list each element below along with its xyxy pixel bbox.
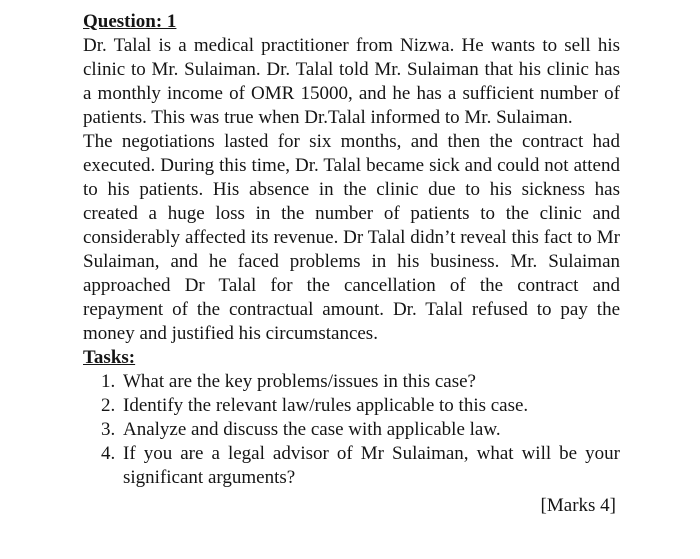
- question-heading: Question: 1: [83, 11, 177, 32]
- task-number: 2.: [101, 395, 116, 416]
- task-number: 3.: [101, 419, 116, 440]
- task-text: Identify the relevant law/rules applicable to this case.: [123, 395, 529, 416]
- scenario-paragraph-1: Dr. Talal is a medical practitioner from Nizwa. He wants to sell his clinic to Mr. Sulaiman. Dr. Talal told Mr. Sulaiman that his clinic has a monthly income of OMR 15000, and he has a sufficient number of patients. This was true when Dr.Talal informed to Mr. Sulaiman.: [83, 35, 620, 128]
- marks-label: [Marks 4]: [540, 495, 616, 516]
- task-item: [101, 418, 620, 442]
- task-text: Analyze and discuss the case with applicable law.: [123, 419, 501, 440]
- tasks-list: [83, 370, 620, 490]
- task-number: 4.: [101, 443, 116, 464]
- task-item: [101, 370, 620, 394]
- task-item: [101, 442, 620, 490]
- task-item: [101, 394, 620, 418]
- scenario-paragraph-2: The negotiations lasted for six months, and then the contract had executed. During this time, Dr. Talal became sick and could not attend to his patients. His absence in the clinic due to his sickness has created a huge loss in the number of patients to the clinic and considerably affected its revenue. Dr Talal didn’t reveal this fact to Mr Sulaiman, and he faced problems in his business. Mr. Sulaiman approached Dr Talal for the cancellation of the contract and repayment of the contractual amount. Dr. Talal refused to pay the money and justified his circumstances.: [83, 131, 620, 344]
- question-document: [83, 10, 620, 518]
- task-number: 1.: [101, 371, 116, 392]
- task-text: If you are a legal advisor of Mr Sulaiman, what will be your significant arguments?: [123, 443, 620, 488]
- tasks-heading: Tasks:: [83, 347, 136, 368]
- task-text: What are the key problems/issues in this case?: [123, 371, 476, 392]
